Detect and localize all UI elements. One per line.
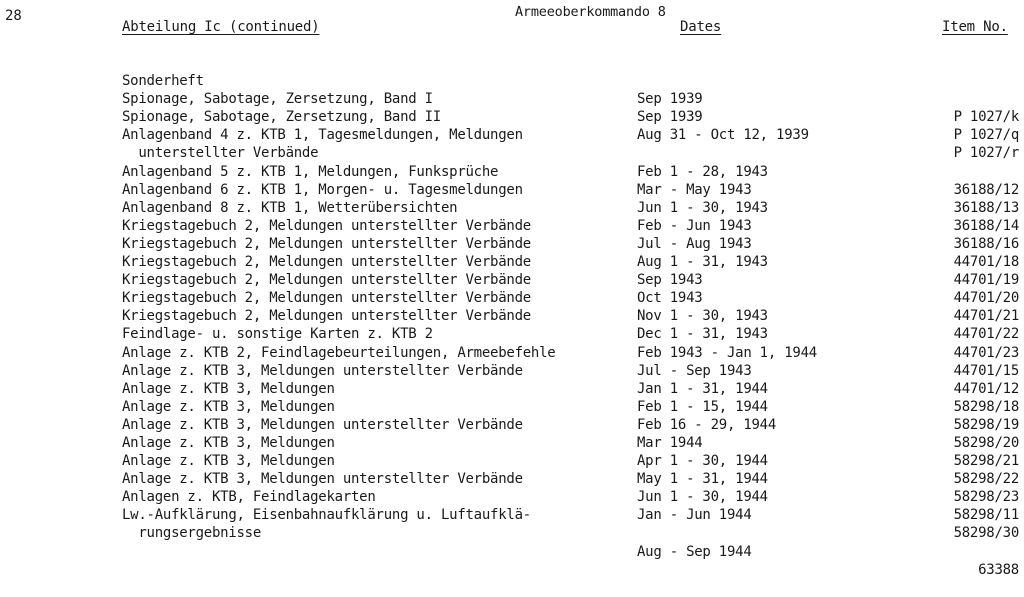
record-dates: Nov 1 - 30, 1943	[637, 308, 768, 325]
record-dates: Feb 1 - 15, 1944	[637, 398, 768, 415]
record-item-number: 44701/20	[953, 290, 1019, 307]
record-dates: Feb 1943 - Jan 1, 1944	[637, 344, 817, 361]
record-title: Feindlage- u. sonstige Karten z. KTB 2	[122, 326, 433, 343]
record-title: Kriegstagebuch 2, Meldungen unterstellter Verbände	[122, 217, 531, 234]
record-title: Anlage z. KTB 3, Meldungen	[122, 434, 335, 451]
record-dates: Jan 1 - 31, 1944	[637, 380, 768, 397]
record-title: Anlagenband 8 z. KTB 1, Wetterübersichten	[122, 199, 458, 216]
item-number-column-header: Item No.	[942, 19, 1008, 35]
record-item-number: P 1027/q	[953, 127, 1019, 144]
record-dates: Feb - Jun 1943	[637, 217, 752, 234]
record-dates: Feb 1 - 28, 1943	[637, 163, 768, 180]
record-dates: Jun 1 - 30, 1944	[637, 489, 768, 506]
section-header: Abteilung Ic (continued)	[122, 19, 320, 35]
record-dates: Mar 1944	[637, 434, 703, 451]
page-number: 28	[5, 8, 22, 24]
record-dates: Feb 16 - 29, 1944	[637, 416, 777, 433]
record-item-number: 44701/18	[953, 254, 1019, 271]
record-dates: Aug 31 - Oct 12, 1939	[637, 127, 809, 144]
record-title: Kriegstagebuch 2, Meldungen unterstellter Verbände	[122, 254, 531, 271]
record-title: Sonderheft	[122, 73, 204, 90]
record-title: Anlage z. KTB 3, Meldungen unterstellter Verbände	[122, 362, 523, 379]
record-title: Anlage z. KTB 2, Feindlagebeurteilungen, Armeebefehle	[122, 344, 556, 361]
record-title: Anlage z. KTB 3, Meldungen	[122, 398, 335, 415]
record-dates: Apr 1 - 30, 1944	[637, 453, 768, 470]
record-title: Lw.-Aufklärung, Eisenbahnaufklärung u. Luftaufklä-	[122, 507, 531, 524]
record-title: Anlage z. KTB 3, Meldungen unterstellter Verbände	[122, 416, 523, 433]
record-dates: Sep 1939	[637, 109, 703, 126]
record-item-number: 44701/19	[953, 272, 1019, 289]
record-list	[0, 54, 1024, 578]
record-item-number: P 1027/k	[953, 109, 1019, 126]
record-title: Anlagenband 5 z. KTB 1, Meldungen, Funksprüche	[122, 163, 499, 180]
record-item-number: 58298/21	[953, 453, 1019, 470]
record-item-number: 36188/16	[953, 235, 1019, 252]
record-item-number: 36188/14	[953, 217, 1019, 234]
document-title: Armeeoberkommando 8	[515, 4, 666, 20]
record-item-number: 58298/30	[953, 525, 1019, 542]
record-item-number: 44701/23	[953, 344, 1019, 361]
record-item-number: 58298/20	[953, 434, 1019, 451]
record-title: Anlagenband 6 z. KTB 1, Morgen- u. Tagesmeldungen	[122, 181, 523, 198]
record-title: Anlagenband 4 z. KTB 1, Tagesmeldungen, Meldungen	[122, 127, 523, 144]
record-title: Kriegstagebuch 2, Meldungen unterstellter Verbände	[122, 272, 531, 289]
record-title: Anlage z. KTB 3, Meldungen	[122, 453, 335, 470]
record-dates: Jun 1 - 30, 1943	[637, 199, 768, 216]
record-dates: Aug - Sep 1944	[637, 543, 752, 560]
record-item-number: P 1027/r	[953, 145, 1019, 162]
record-title: unterstellter Verbände	[122, 145, 319, 162]
record-item-number: 44701/22	[953, 326, 1019, 343]
record-item-number: 58298/23	[953, 489, 1019, 506]
record-title: Spionage, Sabotage, Zersetzung, Band I	[122, 91, 433, 108]
record-item-number: 58298/22	[953, 471, 1019, 488]
record-dates: Dec 1 - 31, 1943	[637, 326, 768, 343]
record-title: Kriegstagebuch 2, Meldungen unterstellter Verbände	[122, 235, 531, 252]
record-title: rungsergebnisse	[122, 525, 262, 542]
record-dates: Jul - Aug 1943	[637, 235, 752, 252]
record-item-number: 58298/19	[953, 416, 1019, 433]
record-title: Kriegstagebuch 2, Meldungen unterstellter Verbände	[122, 290, 531, 307]
record-title: Anlage z. KTB 3, Meldungen	[122, 380, 335, 397]
record-item-number: 58298/11	[953, 507, 1019, 524]
record-item-number: 44701/21	[953, 308, 1019, 325]
dates-column-header: Dates	[680, 19, 722, 35]
record-item-number: 36188/13	[953, 199, 1019, 216]
record-dates: Jul - Sep 1943	[637, 362, 752, 379]
record-dates: Aug 1 - 31, 1943	[637, 254, 768, 271]
record-item-number: 58298/18	[953, 398, 1019, 415]
record-dates: Mar - May 1943	[637, 181, 752, 198]
record-dates: May 1 - 31, 1944	[637, 471, 768, 488]
record-item-number: 63388	[978, 561, 1019, 578]
record-dates: Oct 1943	[637, 290, 703, 307]
record-item-number: 44701/15	[953, 362, 1019, 379]
record-dates: Jan - Jun 1944	[637, 507, 752, 524]
record-title: Anlage z. KTB 3, Meldungen unterstellter Verbände	[122, 471, 523, 488]
record-dates: Sep 1943	[637, 272, 703, 289]
record-title: Anlagen z. KTB, Feindlagekarten	[122, 489, 376, 506]
record-dates: Sep 1939	[637, 91, 703, 108]
record-title: Kriegstagebuch 2, Meldungen unterstellter Verbände	[122, 308, 531, 325]
record-item-number: 44701/12	[953, 380, 1019, 397]
record-title: Spionage, Sabotage, Zersetzung, Band II	[122, 109, 441, 126]
record-item-number: 36188/12	[953, 181, 1019, 198]
